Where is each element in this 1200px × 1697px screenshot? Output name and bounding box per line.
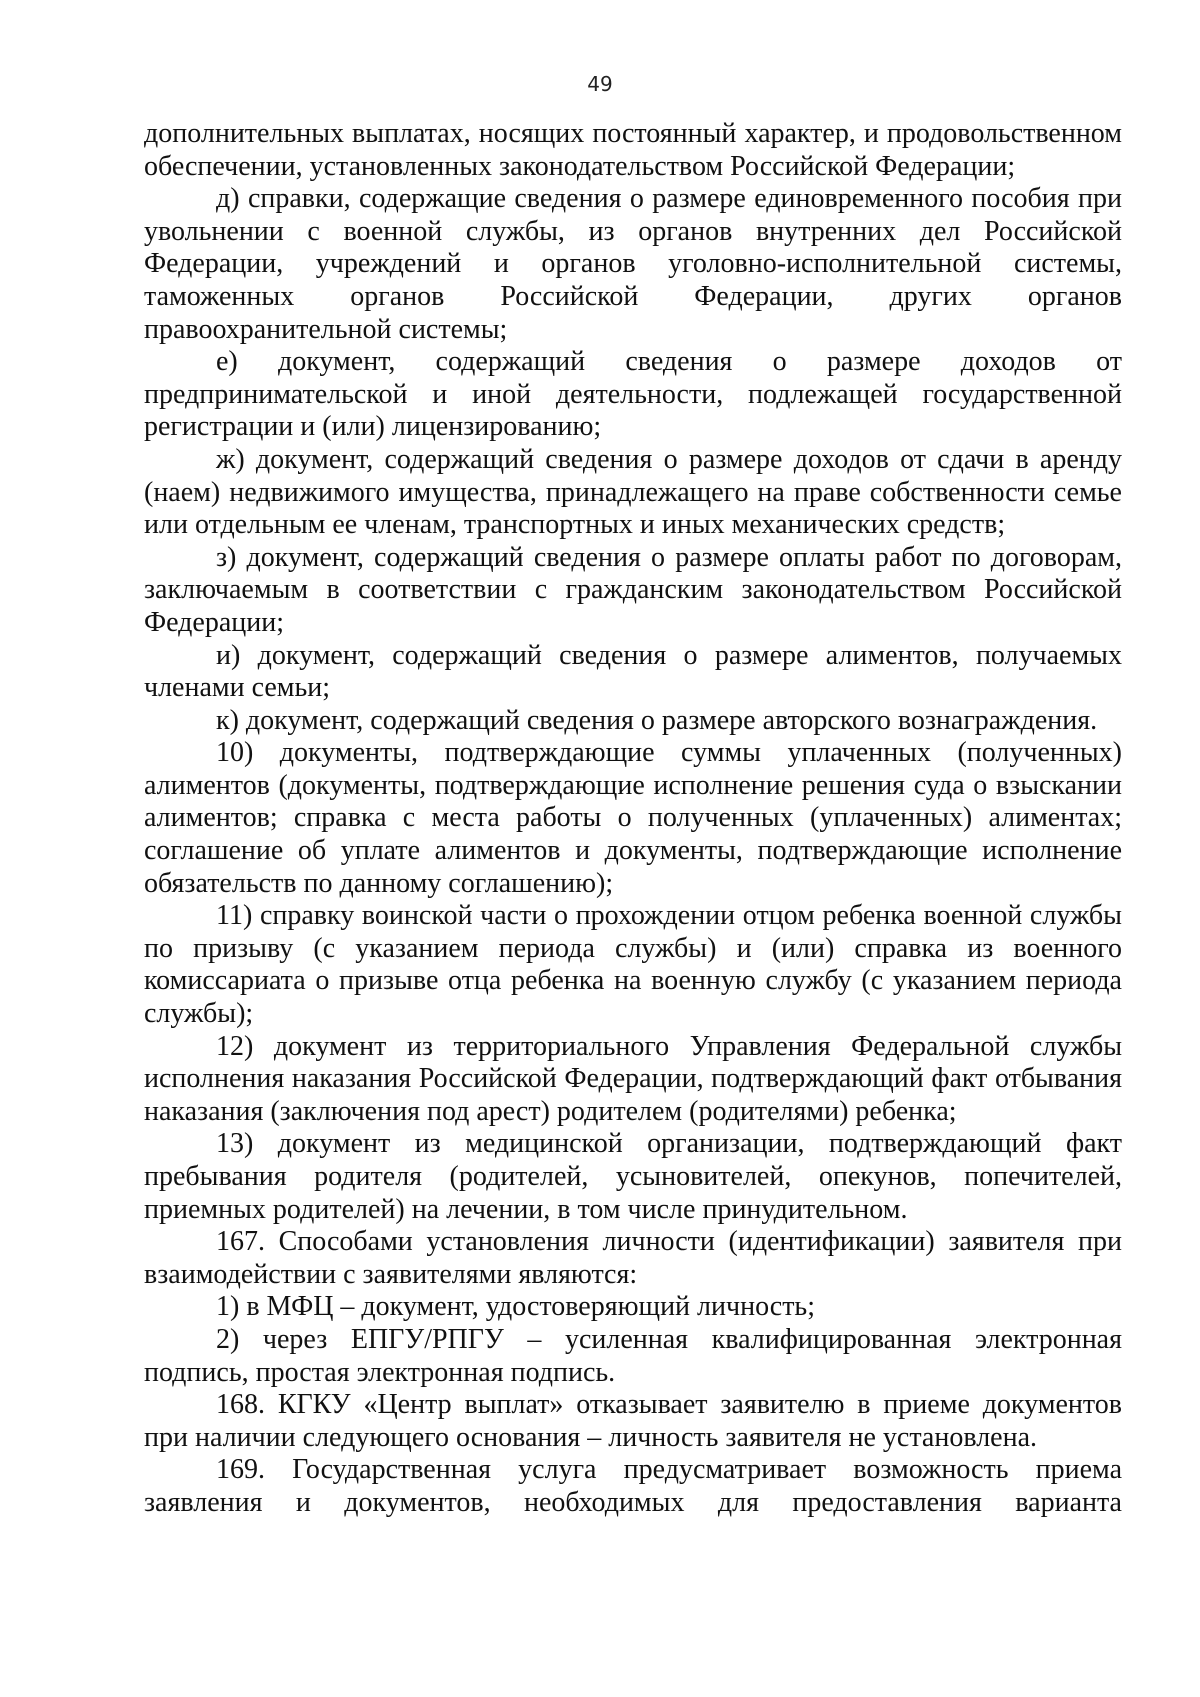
- paragraph-169: 169. Государственная услуга предусматривает возможность приема заявления и документов, необходимых для предоставления варианта: [144, 1454, 1122, 1518]
- paragraph-item-e: е) документ, содержащий сведения о размере доходов от предпринимательской и иной деятельности, подлежащей государственной регистрации и (или) лицензированию;: [144, 346, 1122, 443]
- paragraph-item-10: 10) документы, подтверждающие суммы уплаченных (полученных) алиментов (документы, подтверждающие исполнение решения суда о взыскании алиментов; справка с места работы о полученных (уплаченных) алиментах; соглашение об уплате алиментов и документы, подтверждающие исполнение обязательств по данному соглашению);: [144, 737, 1122, 899]
- paragraph-167: 167. Способами установления личности (идентификации) заявителя при взаимодействии с заявителями являются:: [144, 1226, 1122, 1290]
- paragraph-continuation: дополнительных выплатах, носящих постоянный характер, и продовольственном обеспечении, установленных законодательством Российской Федерации;: [144, 118, 1122, 182]
- paragraph-item-d: д) справки, содержащие сведения о размере единовременного пособия при увольнении с военной службы, из органов внутренних дел Российской Федерации, учреждений и органов уголовно-исполнительной системы, таможенных органов Российской Федерации, других органов правоохранительной системы;: [144, 183, 1122, 345]
- paragraph-item-i: и) документ, содержащий сведения о размере алиментов, получаемых членами семьи;: [144, 639, 1122, 704]
- paragraph-item-13: 13) документ из медицинской организации, подтверждающий факт пребывания родителя (родителей, усыновителей, опекунов, попечителей, приемных родителей) на лечении, в том числе принудительном.: [144, 1128, 1122, 1225]
- paragraph-item-k: к) документ, содержащий сведения о размере авторского вознаграждения.: [216, 704, 1098, 736]
- paragraph-167-item-1: 1) в МФЦ – документ, удостоверяющий личность;: [216, 1291, 815, 1323]
- paragraph-item-z: з) документ, содержащий сведения о размере оплаты работ по договорам, заключаемым в соответствии с гражданским законодательством Российской Федерации;: [144, 541, 1122, 638]
- paragraph-item-zh: ж) документ, содержащий сведения о размере доходов от сдачи в аренду (наем) недвижимого имущества, принадлежащего на праве собственности семье или отдельным ее членам, транспортных и иных механических средств;: [144, 443, 1122, 541]
- paragraph-item-11: 11) справку воинской части о прохождении отцом ребенка военной службы по призыву (с указанием периода службы) и (или) справка из военного комиссариата о призыве отца ребенка на военную службу (с указанием периода службы);: [144, 900, 1122, 1030]
- paragraph-item-12: 12) документ из территориального Управления Федеральной службы исполнения наказания Российской Федерации, подтверждающий факт отбывания наказания (заключения под арест) родителем (родителями) ребенка;: [144, 1030, 1122, 1127]
- paragraph-168: 168. КГКУ «Центр выплат» отказывает заявителю в приеме документов при наличии следующего основания – личность заявителя не установлена.: [144, 1389, 1122, 1453]
- paragraph-167-item-2: 2) через ЕПГУ/РПГУ – усиленная квалифицированная электронная подпись, простая электронная подпись.: [144, 1323, 1122, 1388]
- page-number: 49: [587, 72, 613, 96]
- document-body: [144, 118, 1122, 1520]
